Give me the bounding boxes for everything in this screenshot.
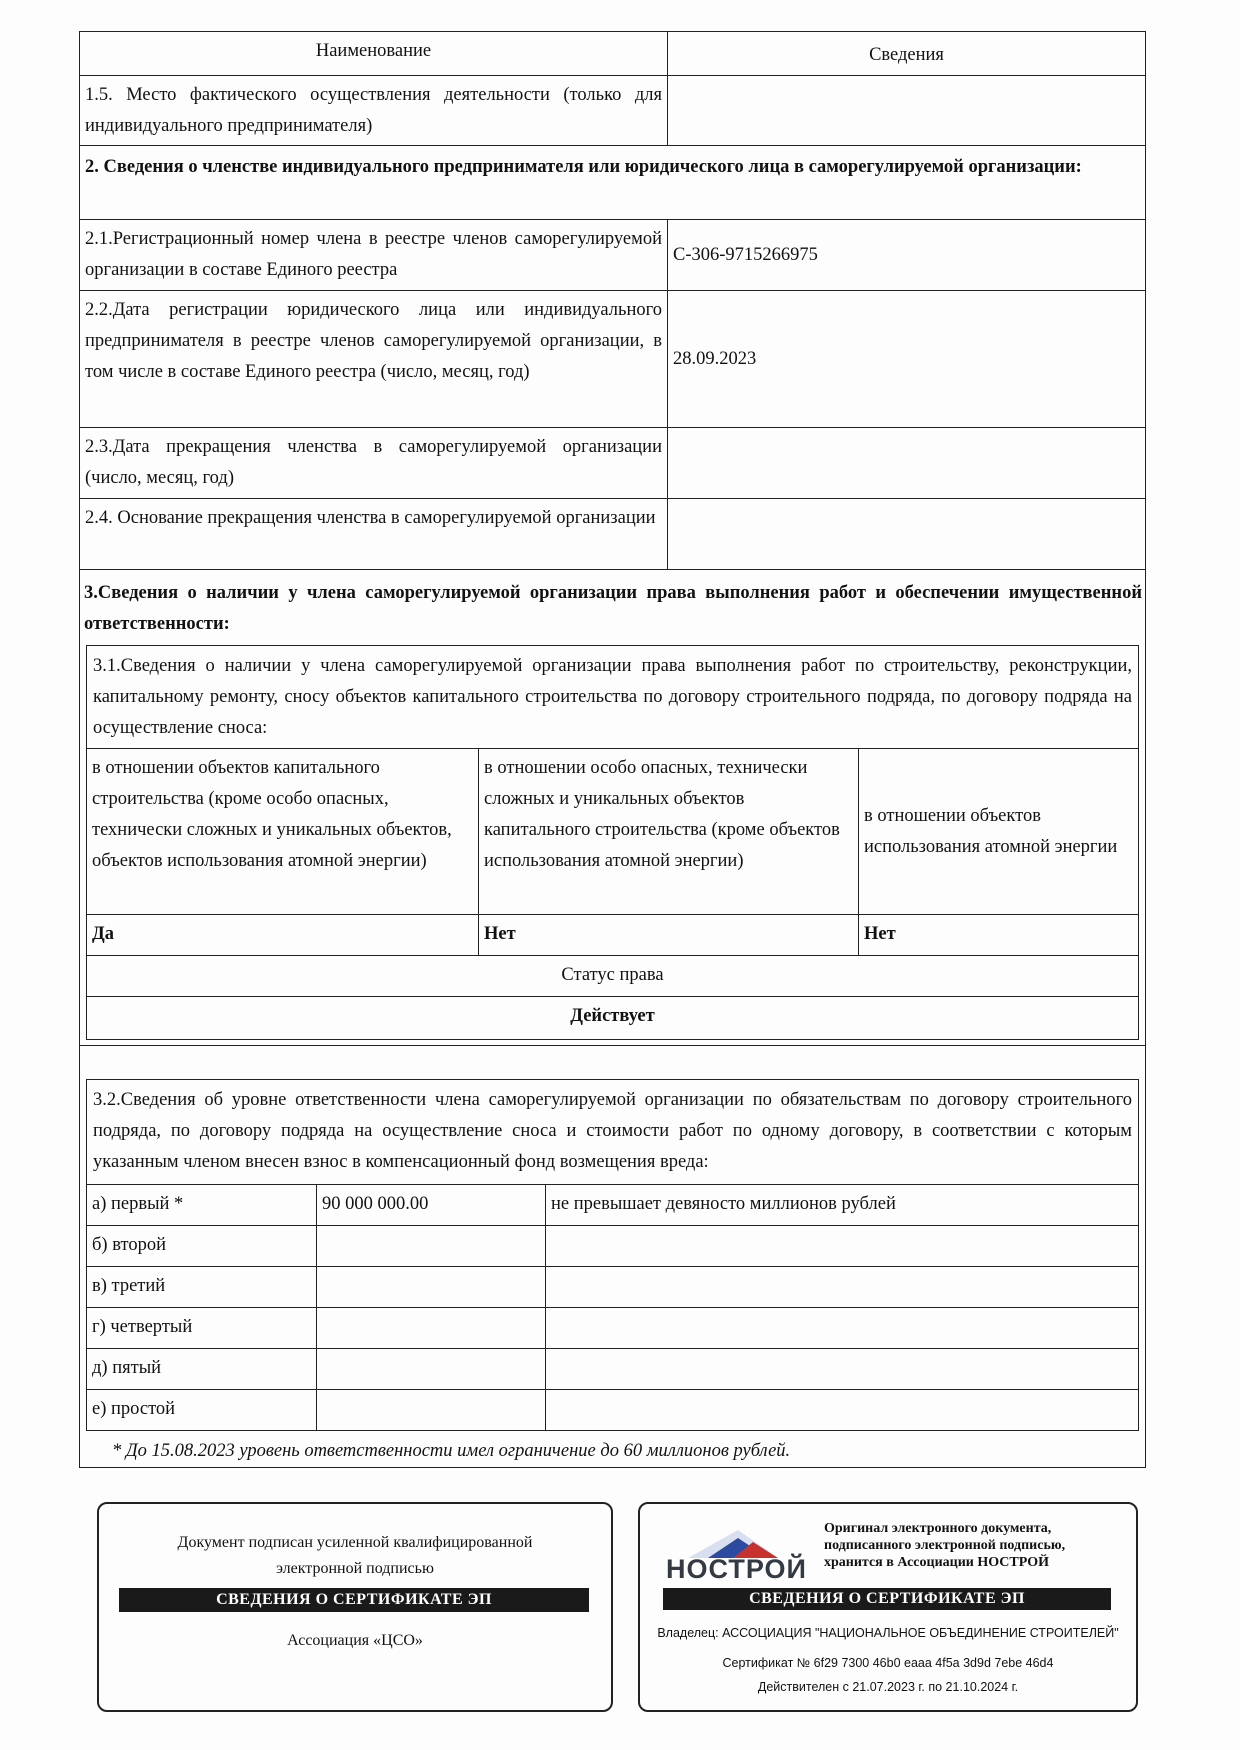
- divider: [79, 1045, 1146, 1046]
- level-level-cell: г) четвертый: [86, 1307, 317, 1349]
- stamp-left-bar: СВЕДЕНИЯ О СЕРТИФИКАТЕ ЭП: [119, 1588, 589, 1612]
- row-2-1-label: 2.1.Регистрационный номер члена в реестре членов саморегулируемой организации в составе Единого реестра: [79, 219, 668, 291]
- level-level-cell: а) первый *: [86, 1184, 317, 1226]
- row-2-2-label: 2.2.Дата регистрации юридического лица или индивидуального предпринимателя в реестре членов саморегулируемой организации, в том числе в составе Единого реестра (число, месяц, год): [79, 290, 668, 428]
- right-col-3-value: Нет: [858, 914, 1139, 956]
- level-level-cell: в) третий: [86, 1266, 317, 1308]
- level-desc-cell: не превышает девяносто миллионов рублей: [545, 1184, 1139, 1226]
- stamp-right-owner: Владелец: АССОЦИАЦИЯ "НАЦИОНАЛЬНОЕ ОБЪЕДИНЕНИЕ СТРОИТЕЛЕЙ": [657, 1626, 1119, 1640]
- stamp-right-line1: Оригинал электронного документа,: [824, 1521, 1052, 1536]
- signature-stamp-right: [638, 1502, 1138, 1712]
- level-amount-cell: [316, 1225, 546, 1267]
- level-amount-cell: [316, 1266, 546, 1308]
- right-col-3-label: в отношении объектов использования атомной энергии: [858, 748, 1139, 915]
- stamp-right-bar: СВЕДЕНИЯ О СЕРТИФИКАТЕ ЭП: [663, 1588, 1111, 1610]
- level-amount-cell: [316, 1307, 546, 1349]
- signature-stamp-left: [97, 1502, 613, 1712]
- stamp-left-line2: электронной подписью: [276, 1560, 434, 1577]
- header-name: Наименование: [79, 31, 668, 76]
- stamp-right-line2: подписанного электронной подписью,: [824, 1538, 1066, 1553]
- level-desc-cell: [545, 1266, 1139, 1308]
- right-col-2-label: в отношении особо опасных, технически сложных и уникальных объектов капитального строительства (кроме объектов использования атомной энергии): [478, 748, 859, 915]
- stamp-right-cert: Сертификат № 6f29 7300 46b0 eaaa 4f5a 3d9d 7ebe 46d4: [722, 1656, 1054, 1670]
- level-desc-cell: [545, 1348, 1139, 1390]
- level-level-cell: е) простой: [86, 1389, 317, 1431]
- row-2-1-value: С-306-9715266975: [667, 219, 1146, 291]
- stamp-right-line3: хранится в Ассоциации НОСТРОЙ: [824, 1555, 1049, 1570]
- level-desc-cell: [545, 1307, 1139, 1349]
- stamp-left-line1: Документ подписан усиленной квалифицированной: [177, 1534, 533, 1551]
- section-3-2-title: 3.2.Сведения об уровне ответственности члена саморегулируемой организации по обязательствам по договору строительного подряда, по договору подряда на осуществление сноса и стоимости работ по одному договору, в соответствии с которым указанным членом внесен взнос в компенсационный фонд возмещения вреда:: [86, 1079, 1139, 1185]
- stamp-left-org: Ассоциация «ЦСО»: [287, 1632, 423, 1649]
- section-2-heading: 2. Сведения о членстве индивидуального предпринимателя или юридического лица в саморегулируемой организации:: [79, 145, 1146, 220]
- header-info: Сведения: [667, 31, 1146, 76]
- row-2-2-value: 28.09.2023: [667, 290, 1146, 428]
- footnote: * До 15.08.2023 уровень ответственности имел ограничение до 60 миллионов рублей.: [112, 1441, 791, 1461]
- level-level-cell: д) пятый: [86, 1348, 317, 1390]
- status-value: Действует: [86, 996, 1139, 1040]
- level-amount-cell: 90 000 000.00: [316, 1184, 546, 1226]
- row-2-3-label: 2.3.Дата прекращения членства в саморегулируемой организации (число, месяц, год): [79, 427, 668, 499]
- section-3-heading: 3.Сведения о наличии у члена саморегулируемой организации права выполнения работ и обеспечении имущественной ответственности:: [84, 583, 1142, 634]
- level-amount-cell: [316, 1348, 546, 1390]
- status-label: Статус права: [86, 955, 1139, 997]
- stamp-right-valid: Действителен с 21.07.2023 г. по 21.10.2024 г.: [757, 1680, 1019, 1694]
- nostroy-logo: НОСТРОЙ: [666, 1554, 807, 1584]
- section-3-1-title: 3.1.Сведения о наличии у члена саморегулируемой организации права выполнения работ по строительству, реконструкции, капитальному ремонту, сносу объектов капитального строительства по договору строительного подряда, по договору подряда на осуществление сноса:: [86, 645, 1139, 749]
- level-desc-cell: [545, 1389, 1139, 1431]
- row-2-4-label: 2.4. Основание прекращения членства в саморегулируемой организации: [79, 498, 668, 570]
- right-col-2-value: Нет: [478, 914, 859, 956]
- row-2-4-value: [667, 498, 1146, 570]
- row-1-5-value: [667, 75, 1146, 146]
- right-col-1-label: в отношении объектов капитального строительства (кроме особо опасных, технически сложных и уникальных объектов, объектов использования атомной энергии): [86, 748, 479, 915]
- row-2-3-value: [667, 427, 1146, 499]
- right-col-1-value: Да: [86, 914, 479, 956]
- level-amount-cell: [316, 1389, 546, 1431]
- level-level-cell: б) второй: [86, 1225, 317, 1267]
- level-desc-cell: [545, 1225, 1139, 1267]
- row-1-5-label: 1.5. Место фактического осуществления деятельности (только для индивидуального предпринимателя): [79, 75, 668, 146]
